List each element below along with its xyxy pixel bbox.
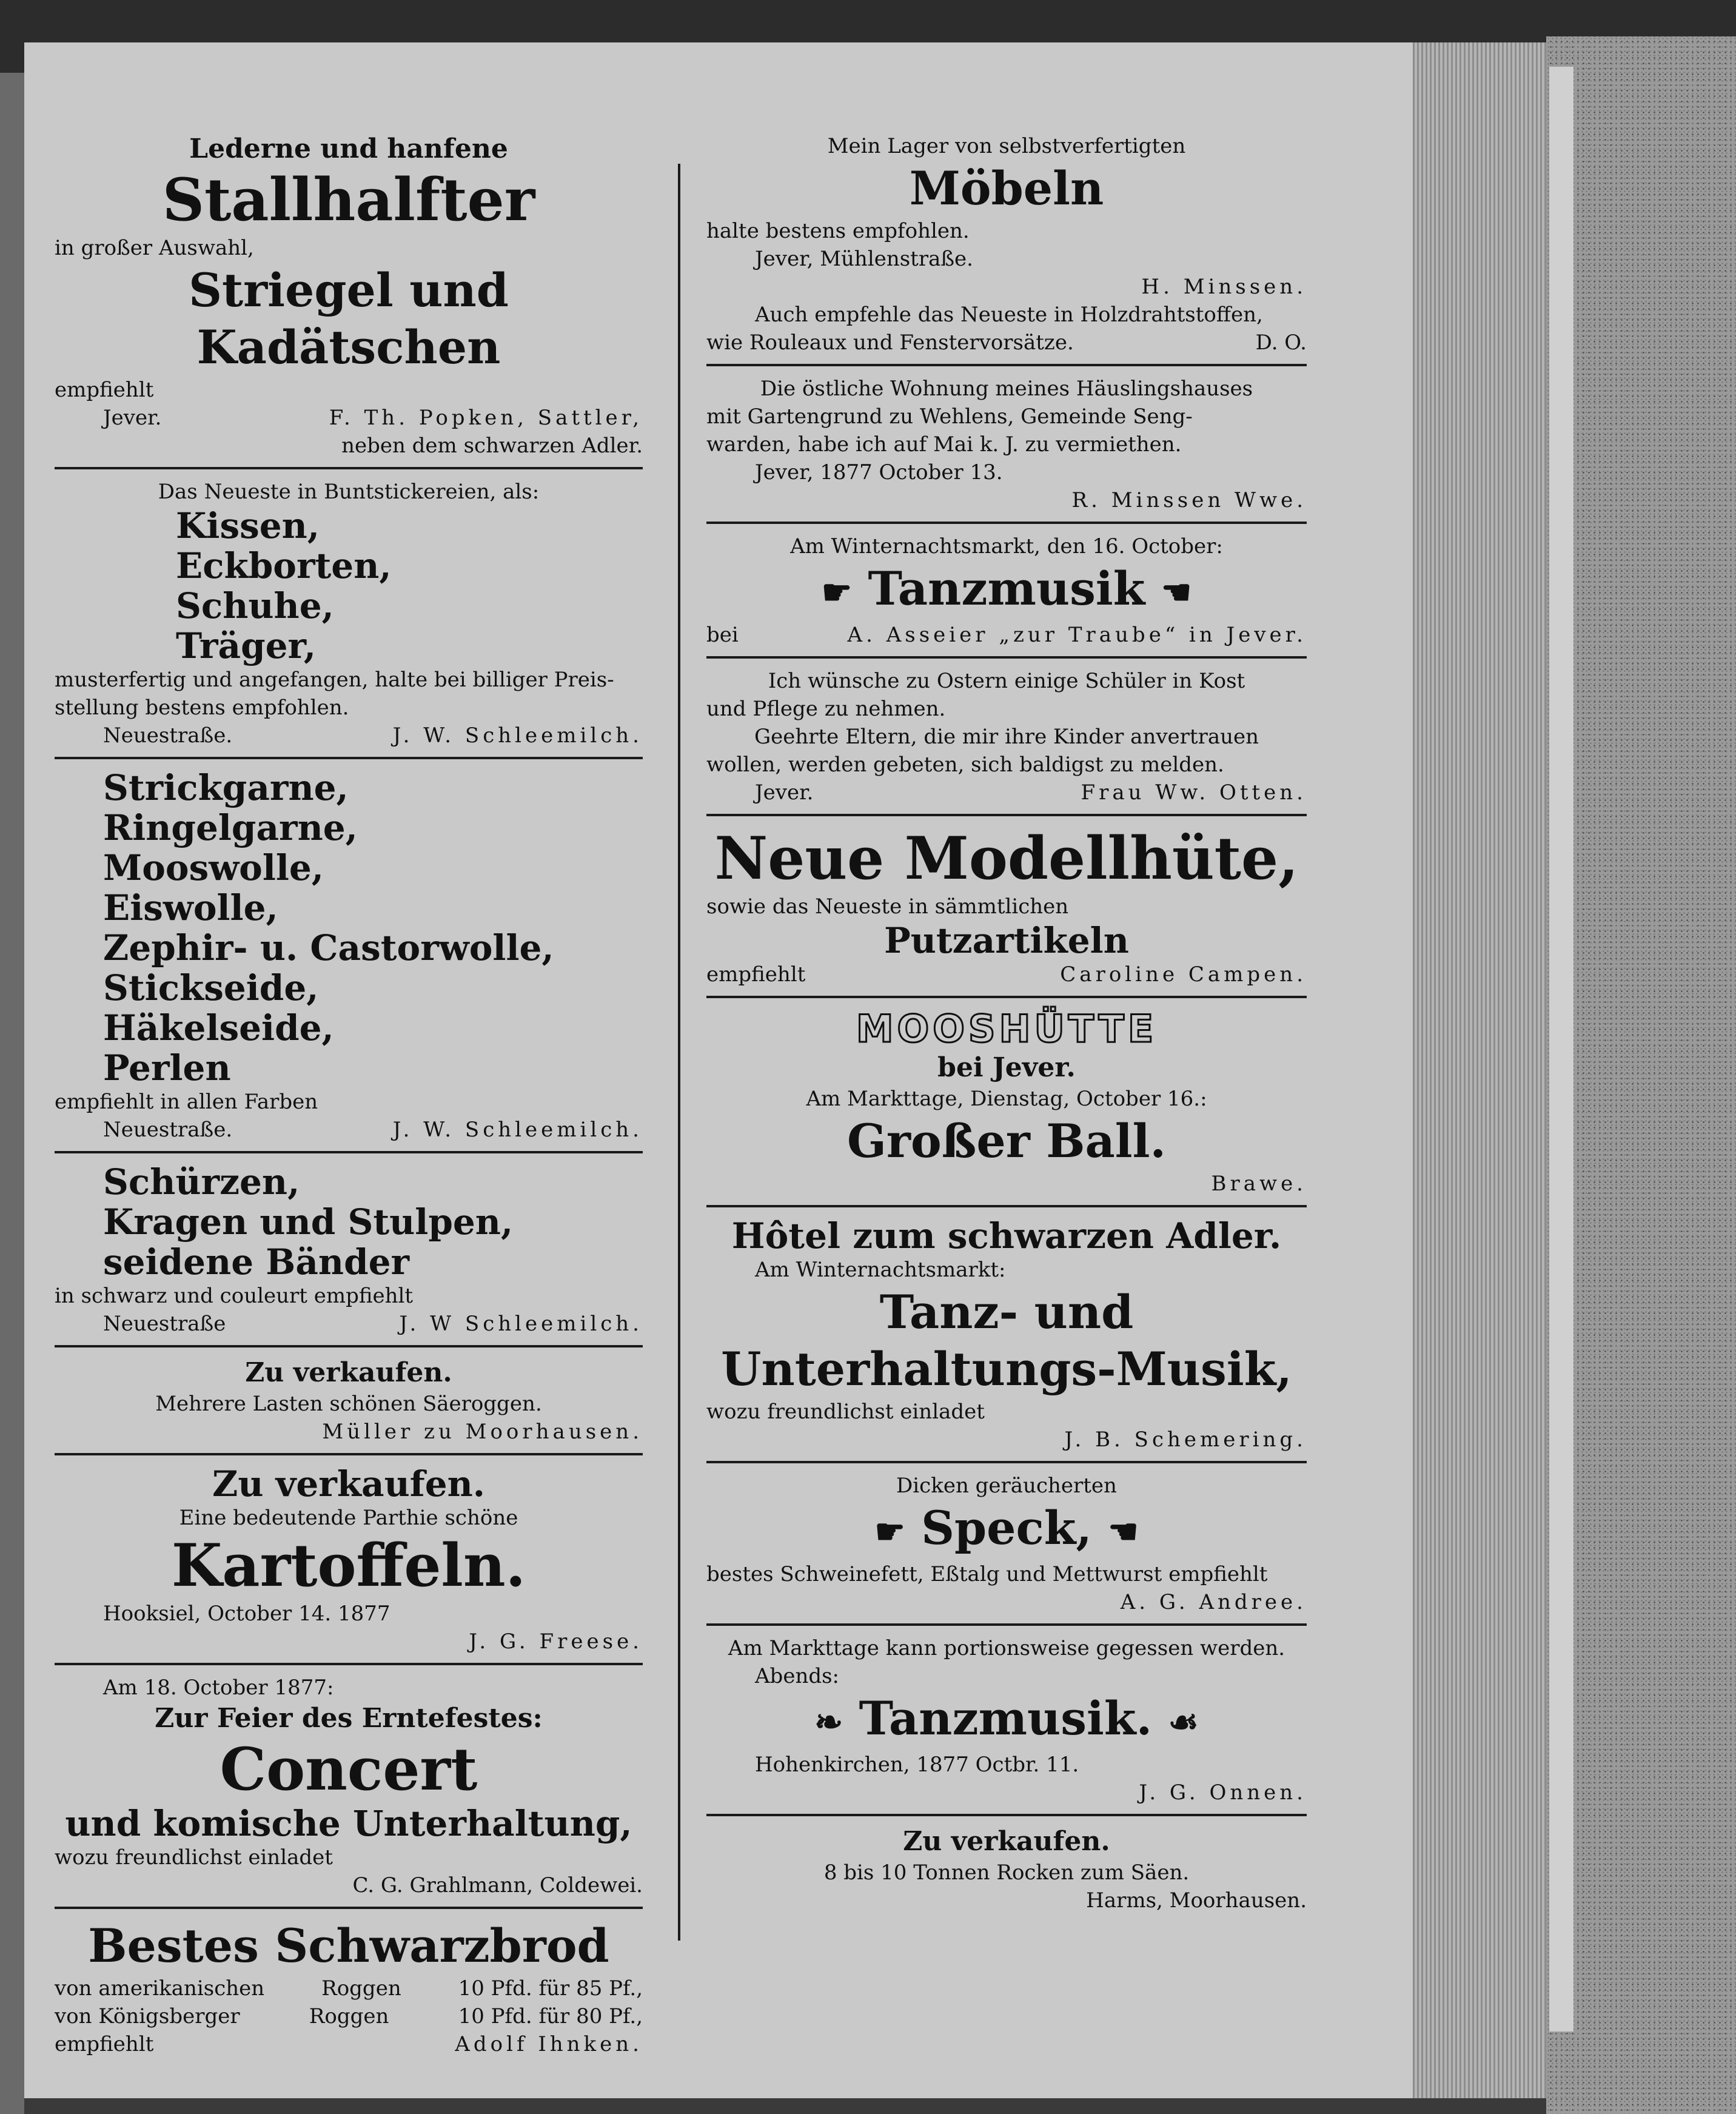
ad-erntefest <box>55 1669 643 1909</box>
book-cover <box>1546 36 1736 2114</box>
ad-headline: Stallhalfter <box>162 166 535 234</box>
price-row: von amerikanischen Roggen 10 Pfd. für 85 Pf., <box>55 1976 643 2001</box>
ad-line: stellung bestens empfohlen. <box>55 696 349 720</box>
ad-line: Die östliche Wohnung meines Häuslingshauses <box>760 377 1253 401</box>
ad-line: in schwarz und couleurt empfiehlt <box>55 1284 414 1308</box>
ad-tanzmusik-hohenkirchen <box>706 1629 1307 1816</box>
ad-line: halte bestens empfohlen. <box>706 219 970 243</box>
ad-headline: Zu verkaufen. <box>245 1357 452 1388</box>
ad-date: Hooksiel, October 14. 1877 <box>103 1602 390 1626</box>
ad-line: musterfertig und angefangen, halte bei billiger Preis- <box>55 668 614 692</box>
ad-headline: MOOSHÜTTE <box>856 1007 1158 1051</box>
ad-line: Geehrte Eltern, die mir ihre Kinder anvertrauen <box>754 725 1259 749</box>
list-item: Perlen <box>103 1047 231 1089</box>
pointing-hand-right-icon: ☛ <box>874 1512 905 1552</box>
ad-headline: Putzartikeln <box>884 920 1129 961</box>
ad-line: warden, habe ich auf Mai k. J. zu vermiethen. <box>706 432 1182 457</box>
ad-signature: bei A. Asseier „zur Traube“ in Jever. <box>706 623 1307 647</box>
list-item: Mooswolle, <box>103 847 324 888</box>
ad-schwarzbrod <box>55 1913 643 2065</box>
ad-line: Auch empfehle das Neueste in Holzdrahtstoffen, <box>755 303 1263 327</box>
ad-signature: Neuestraße. J. W. Schleemilch. <box>103 723 643 748</box>
ad-line: und Pflege zu nehmen. <box>706 697 946 721</box>
ad-wohnung <box>706 370 1307 524</box>
ad-kartoffeln <box>55 1459 643 1665</box>
column-divider <box>678 164 680 1941</box>
list-item: Schürzen, <box>103 1161 300 1203</box>
list-item: seidene Bänder <box>103 1241 410 1283</box>
ad-saeroggen <box>55 1351 643 1455</box>
ad-headline: Unterhaltungs-Musik, <box>721 1342 1292 1396</box>
ad-signature: H. Minssen. <box>1141 275 1307 299</box>
ad-headline: Hôtel zum schwarzen Adler. <box>731 1215 1282 1257</box>
ad-line: Am Winternachtsmarkt: <box>755 1258 1006 1282</box>
ad-address: neben dem schwarzen Adler. <box>341 434 643 458</box>
ad-rocken <box>706 1820 1307 1922</box>
ad-line: Lederne und hanfene <box>189 133 508 164</box>
ad-line: Eine bedeutende Parthie schöne <box>179 1506 518 1530</box>
ornament-right-icon: ☙ <box>1168 1702 1199 1742</box>
ad-line: bestes Schweinefett, Eßtalg und Mettwurst empfiehlt <box>706 1562 1268 1586</box>
ad-headline: Kartoffeln. <box>171 1531 526 1600</box>
left-column <box>55 127 643 2069</box>
ad-line: Am Winternachtsmarkt, den 16. October: <box>790 534 1223 559</box>
ad-mooshuette <box>706 1002 1307 1207</box>
ad-line: Mein Lager von selbstverfertigten <box>827 134 1186 158</box>
list-item: Stickseide, <box>103 967 319 1008</box>
ad-tanzmusik-traube <box>706 528 1307 659</box>
ad-line: empfiehlt in allen Farben <box>55 1090 318 1114</box>
ad-signature: J. B. Schemering. <box>1064 1428 1307 1452</box>
list-item: Träger, <box>176 625 317 666</box>
ad-signature: Jever. Frau Ww. Otten. <box>755 780 1307 805</box>
ad-headline-row <box>706 560 1307 621</box>
ad-date: Am 18. October 1877: <box>103 1676 334 1700</box>
ad-signature: J. G. Freese. <box>469 1629 643 1654</box>
ad-hotel-adler <box>706 1211 1307 1463</box>
list-item: Strickgarne, <box>103 767 349 808</box>
price-row: von Königsberger Roggen 10 Pfd. für 80 Pf., <box>55 2004 643 2028</box>
book-page-edges <box>1413 42 1546 2098</box>
ornament-left-icon: ❧ <box>814 1702 843 1742</box>
ad-schuerzen <box>55 1157 643 1347</box>
list-item: Kissen, <box>176 505 320 546</box>
ad-date: Jever, 1877 October 13. <box>755 460 1003 485</box>
pointing-hand-left-icon: ☚ <box>1108 1512 1139 1552</box>
ad-buntstickereien <box>55 473 643 759</box>
ad-signature: Brawe. <box>1211 1172 1307 1196</box>
ad-line: in großer Auswahl, <box>55 236 254 260</box>
ad-location: Jever, Mühlenstraße. <box>755 247 973 271</box>
ad-line: Abends: <box>755 1664 840 1688</box>
ad-line: Ich wünsche zu Ostern einige Schüler in Kost <box>768 669 1245 693</box>
ad-line: sowie das Neueste in sämmtlichen <box>706 894 1069 919</box>
ad-headline: Speck, <box>921 1501 1092 1555</box>
ad-garne <box>55 763 643 1153</box>
pointing-hand-right-icon: ☛ <box>821 572 853 612</box>
ad-headline: Tanzmusik. <box>859 1691 1153 1745</box>
list-item: Eckborten, <box>176 545 392 586</box>
ad-line: 8 bis 10 Tonnen Rocken zum Säen. <box>823 1861 1190 1885</box>
ad-line: empfiehlt <box>55 378 154 402</box>
ad-headline: Zu verkaufen. <box>212 1463 485 1505</box>
ad-line: wollen, werden gebeten, sich baldigst zu melden. <box>706 753 1224 777</box>
ad-signature: C. G. Grahlmann, Coldewei. <box>352 1873 643 1898</box>
ad-stallhalfter <box>55 127 643 469</box>
ad-schueler <box>706 662 1307 816</box>
ad-speck <box>706 1467 1307 1626</box>
list-item: Zephir- u. Castorwolle, <box>103 927 554 968</box>
adjacent-page-edge <box>0 73 24 2114</box>
ad-signature: Harms, Moorhausen. <box>1086 1888 1307 1913</box>
ad-signature: Neuestraße. J. W. Schleemilch. <box>103 1118 643 1142</box>
ad-modellhuete <box>706 820 1307 998</box>
ad-headline: Zu verkaufen. <box>903 1826 1110 1857</box>
ad-line: Am Markttage, Dienstag, October 16.: <box>806 1087 1207 1111</box>
ad-headline: Bestes Schwarzbrod <box>88 1919 609 1973</box>
ad-headline-row <box>706 1500 1307 1560</box>
ad-line: wie Rouleaux und Fenstervorsätze. D. O. <box>706 331 1307 355</box>
ad-line: bei Jever. <box>937 1052 1076 1083</box>
ad-line: mit Gartengrund zu Wehlens, Gemeinde Seng- <box>706 404 1193 429</box>
ad-signature: R. Minssen Wwe. <box>1071 488 1307 512</box>
ad-headline: Neue Modellhüte, <box>714 824 1299 893</box>
ad-line: Zur Feier des Erntefestes: <box>155 1703 543 1734</box>
list-item: Ringelgarne, <box>103 807 358 848</box>
list-item: Schuhe, <box>176 585 334 626</box>
ad-signature: Neuestraße J. W Schleemilch. <box>103 1312 643 1336</box>
list-item: Eiswolle, <box>103 887 278 928</box>
ad-headline: Großer Ball. <box>847 1114 1166 1168</box>
ad-headline-row <box>706 1690 1307 1751</box>
ad-line: Mehrere Lasten schönen Säeroggen. <box>155 1392 542 1416</box>
ad-intro: Das Neueste in Buntstickereien, als: <box>158 480 540 504</box>
cover-inner-board <box>1549 67 1573 2032</box>
ad-headline: Tanzmusik <box>868 562 1145 616</box>
ad-line: Dicken geräucherten <box>896 1474 1117 1498</box>
ad-line: wozu freundlichst einladet <box>55 1845 333 1870</box>
ad-line: wozu freundlichst einladet <box>706 1400 985 1424</box>
ad-signature: Jever. F. Th. Popken, Sattler, <box>103 406 643 430</box>
ad-signature: empfiehlt Adolf Ihnken. <box>55 2032 643 2056</box>
ad-headline: Striegel und Kadätschen <box>189 263 509 374</box>
right-column <box>706 127 1307 1925</box>
pointing-hand-left-icon: ☚ <box>1161 572 1192 612</box>
ad-signature: A. G. Andree. <box>1120 1590 1307 1614</box>
ad-line: und komische Unterhaltung, <box>65 1803 632 1844</box>
ad-date: Hohenkirchen, 1877 Octbr. 11. <box>755 1753 1079 1777</box>
ad-line: Am Markttage kann portionsweise gegessen werden. <box>728 1636 1285 1660</box>
list-item: Kragen und Stulpen, <box>103 1201 514 1243</box>
ad-signature: empfiehlt Caroline Campen. <box>706 962 1307 987</box>
ad-moebeln <box>706 127 1307 366</box>
list-item: Häkelseide, <box>103 1007 334 1049</box>
ad-headline: Möbeln <box>909 161 1104 215</box>
ad-headline: Tanz- und <box>879 1285 1134 1339</box>
ad-signature: Müller zu Moorhausen. <box>322 1420 643 1444</box>
ad-signature: J. G. Onnen. <box>1139 1780 1307 1805</box>
ad-headline: Concert <box>220 1735 478 1804</box>
